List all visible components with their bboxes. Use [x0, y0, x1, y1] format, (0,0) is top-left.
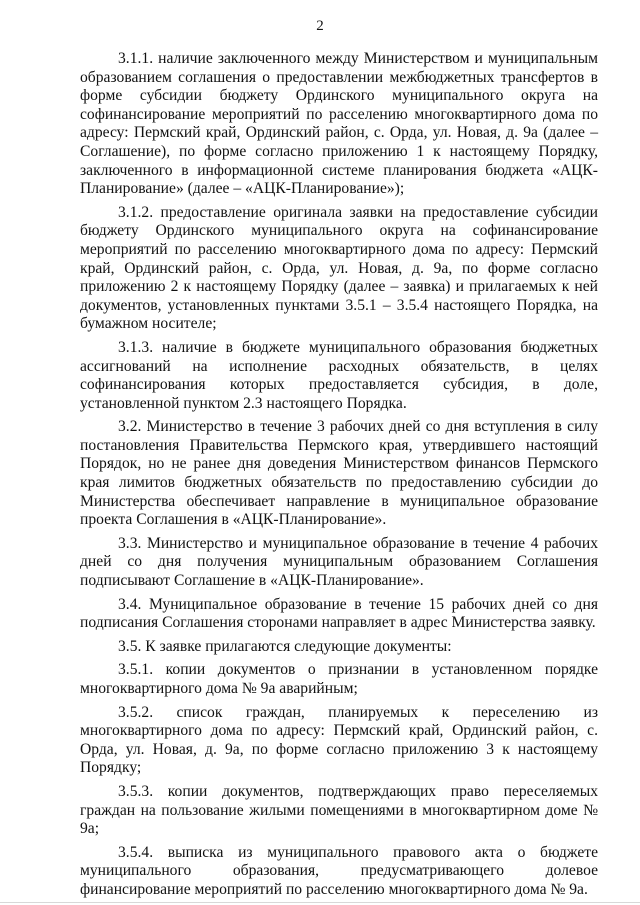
paragraph-3-5-4: 3.5.4. выписка из муниципального правового акта о бюджете муниципального образования, предусматривающего долевое финансирование мероприятий по расселению многоквартирного дома № 9а.	[80, 843, 598, 898]
paragraph-3-1-3: 3.1.3. наличие в бюджете муниципального образования бюджетных ассигнований на исполнение расходных обязательств, в целях софинансирования которых предоставляется субсидия, в доле, установленной пунктом 2.3 настоящего Порядка.	[80, 338, 598, 412]
paragraph-3-3: 3.3. Министерство и муниципальное образование в течение 4 рабочих дней со дня получения муниципальным образованием Соглашения подписывают Соглашение в «АЦК-Планирование».	[80, 534, 598, 590]
paragraph-3-5-2: 3.5.2. список граждан, планируемых к переселению из многоквартирного дома по адресу: Пермский край, Ординский район, с. Орда, ул. Новая, д. 9а, по форме согласно приложению 3 к настоящему Порядку;	[80, 703, 598, 777]
page-number: 2	[316, 18, 324, 34]
document-body	[80, 50, 598, 905]
paragraph-3-5-1: 3.5.1. копии документов о признании в установленном порядке многоквартирного дома № 9а аварийным;	[80, 661, 598, 697]
paragraph-3-5-3: 3.5.3. копии документов, подтверждающих право переселяемых граждан на пользование жилыми помещениями в многоквартирном доме № 9а;	[80, 782, 598, 838]
paragraph-3-2: 3.2. Министерство в течение 3 рабочих дней со дня вступления в силу постановления Правительства Пермского края, утвердившего настоящий Порядок, но не ранее дня доведения Министерством финансов Пермского края лимитов бюджетных обязательств по предоставлению субсидии до Министерства обеспечивает направление в муниципальное образование проекта Соглашения в «АЦК-Планирование».	[80, 418, 598, 529]
paragraph-3-4: 3.4. Муниципальное образование в течение 15 рабочих дней со дня подписания Соглашения сторонами направляет в адрес Министерства заявку.	[80, 595, 598, 632]
scan-edge-line	[0, 902, 640, 903]
paragraph-3-1-1: 3.1.1. наличие заключенного между Министерством и муниципальным образованием соглашения о предоставлении межбюджетных трансфертов в форме субсидии бюджету Ординского муниципального округа на софинансирование мероприятий по расселению многоквартирного дома по адресу: Пермский край, Ординский район, с. Орда, ул. Новая, д. 9а (далее – Соглашение), по форме согласно приложению 1 к настоящему Порядку, заключенного в информационной системе планирования бюджета «АЦК-Планирование» (далее – «АЦК-Планирование»);	[80, 50, 598, 198]
paragraph-3-1-2: 3.1.2. предоставление оригинала заявки на предоставление субсидии бюджету Ординского муниципального округа на софинансирование мероприятий по расселению многоквартирного дома по адресу: Пермский край, Ординский район, с. Орда, ул. Новая, д. 9а, по форме согласно приложению 2 к настоящему Порядку (далее – заявка) и прилагаемых к ней документов, установленных пунктами 3.5.1 – 3.5.4 настоящего Порядка, на бумажном носителе;	[80, 203, 598, 333]
paragraph-3-5: 3.5. К заявке прилагаются следующие документы:	[118, 637, 452, 655]
